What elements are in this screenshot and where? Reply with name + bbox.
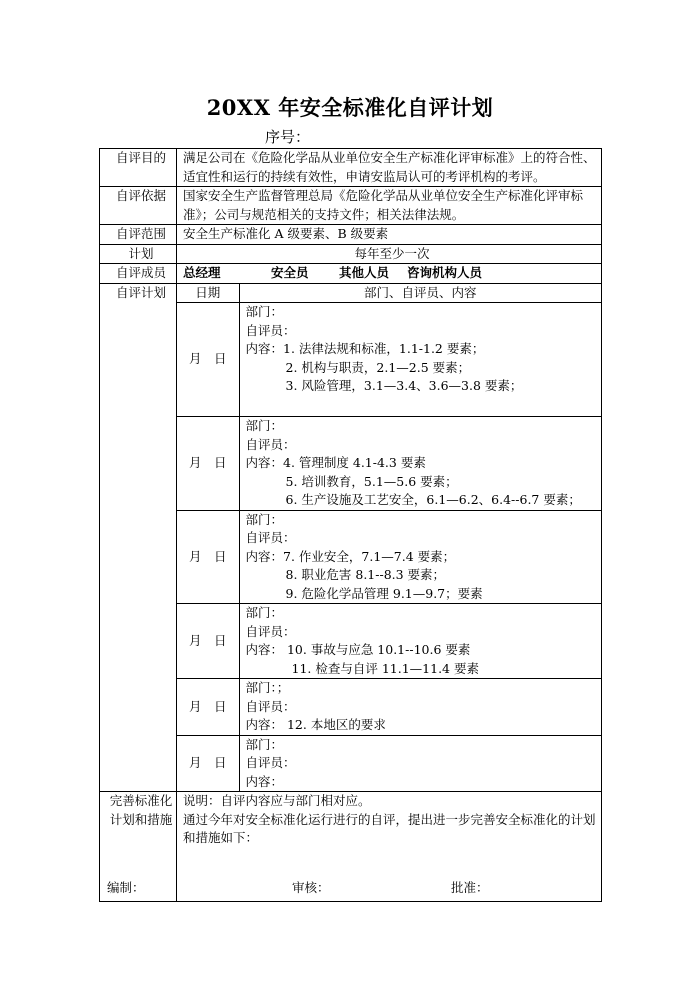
schedule-cell: [177, 283, 602, 792]
basis-line-2: 准》；公司与规范相关的支持文件；相关法律法规。: [183, 206, 465, 222]
schedule-dept: 部门：: [245, 511, 284, 527]
schedule-dept: 部门：: [245, 304, 284, 319]
schedule-date: 月 日: [177, 417, 239, 511]
schedule-row: [177, 735, 601, 791]
improve-label-line-2: 计划和措施: [109, 811, 173, 827]
purpose-line-2: 适宜性和运行的持续有效性，申请安监局认可的考评机构的考评。: [183, 168, 546, 184]
basis-label: 自评依据: [100, 187, 177, 225]
schedule-content-line: 8. 职业危害 8.1--8.3 要素；: [285, 567, 446, 582]
member-consultant: 咨询机构人员: [407, 265, 483, 280]
schedule-content-line: 11. 检查与自评 11.1—11.4 要素: [291, 660, 479, 676]
plan-label: 计划: [100, 244, 177, 264]
purpose-label: 自评目的: [100, 149, 177, 187]
approver-label: 批准：: [451, 880, 489, 895]
schedule-row: [177, 604, 601, 679]
document-title: 20XX 年安全标准化自评计划: [206, 95, 494, 120]
schedule-date: 月 日: [177, 735, 239, 791]
schedule-row: [177, 417, 601, 511]
member-other-staff: 其他人员: [339, 265, 390, 280]
schedule-auditor: 自评员：: [245, 698, 296, 714]
schedule-content-line: 6. 生产设施及工艺安全，6.1—6.2、6.4--6.7 要素；: [285, 492, 581, 507]
schedule-auditor: 自评员：: [245, 436, 296, 452]
improve-text-line-1: 通过今年对安全标准化运行进行的自评，提出进一步完善安全标准化的计划: [183, 811, 596, 827]
purpose-line-1: 满足公司在《危险化学品从业单位安全生产标准化评审标准》上的符合性、: [183, 150, 596, 165]
schedule-auditor: 自评员：: [245, 623, 296, 639]
member-general-manager: 总经理: [183, 265, 221, 280]
schedule-content-line: 内容：7. 作业安全，7.1—7.4 要素；: [245, 548, 456, 564]
scope-label: 自评范围: [100, 225, 177, 245]
improve-label-line-1: 完善标准化: [109, 793, 173, 808]
basis-line-1: 国家安全生产监督管理总局《危险化学品从业单位安全生产标准化评审标: [183, 188, 584, 203]
basis-value: [177, 187, 602, 225]
schedule-dept: 部门：: [245, 736, 284, 752]
schedule-content-line: 9. 危险化学品管理 9.1—9.7；要素: [285, 585, 483, 601]
schedule-content-line: 内容： 10. 事故与应急 10.1--10.6 要素: [245, 642, 471, 657]
schedule-auditor: 自评员：: [245, 322, 296, 338]
reviewer-label: 审核：: [292, 880, 330, 895]
schedule-content-line: 内容：4. 管理制度 4.1-4.3 要素: [245, 455, 426, 470]
schedule-content-line: 5. 培训教育，5.1—5.6 要素；: [285, 473, 458, 489]
members-value: [177, 264, 602, 284]
members-label: 自评成员: [100, 264, 177, 284]
plan-table: [99, 148, 602, 902]
schedule-row: [177, 303, 601, 417]
schedule-date: 月 日: [177, 679, 239, 736]
serial-number-label: 序号：: [265, 128, 311, 146]
schedule-row: [177, 510, 601, 604]
improve-note: 说明：自评内容应与部门相对应。: [183, 793, 371, 808]
schedule-auditor: 自评员：: [245, 755, 296, 770]
improve-text-line-2: 和措施如下：: [183, 830, 259, 845]
schedule-date: 月 日: [177, 510, 239, 604]
schedule-date: 月 日: [177, 303, 239, 417]
plan-value: 每年至少一次: [177, 244, 602, 264]
member-safety-officer: 安全员: [271, 265, 309, 280]
editor-label: 编制：: [107, 880, 145, 895]
schedule-header-content: 部门、自评员、内容: [239, 284, 601, 303]
schedule-label: 自评计划: [100, 283, 177, 792]
improve-value: [177, 792, 602, 902]
scope-value: 安全生产标准化 A 级要素、B 级要素: [177, 225, 602, 245]
schedule-content-line: 3. 风险管理，3.1—3.4、3.6—3.8 要素；: [285, 378, 523, 393]
purpose-value: [177, 149, 602, 187]
schedule-content-line: 内容：: [245, 773, 284, 789]
schedule-dept: 部门：: [245, 418, 284, 433]
schedule-content-line: 2. 机构与职责，2.1—2.5 要素；: [285, 359, 471, 375]
schedule-header-date: 日期: [177, 284, 239, 303]
schedule-dept: 部门：；: [245, 680, 290, 695]
schedule-content-line: 内容： 12. 本地区的要求: [245, 717, 386, 732]
schedule-auditor: 自评员：: [245, 530, 296, 545]
schedule-dept: 部门：: [245, 605, 284, 620]
schedule-table: [177, 284, 601, 792]
schedule-row: [177, 679, 601, 736]
schedule-date: 月 日: [177, 604, 239, 679]
schedule-content-line: 内容：1. 法律法规和标准，1.1-1.2 要素；: [245, 341, 485, 356]
